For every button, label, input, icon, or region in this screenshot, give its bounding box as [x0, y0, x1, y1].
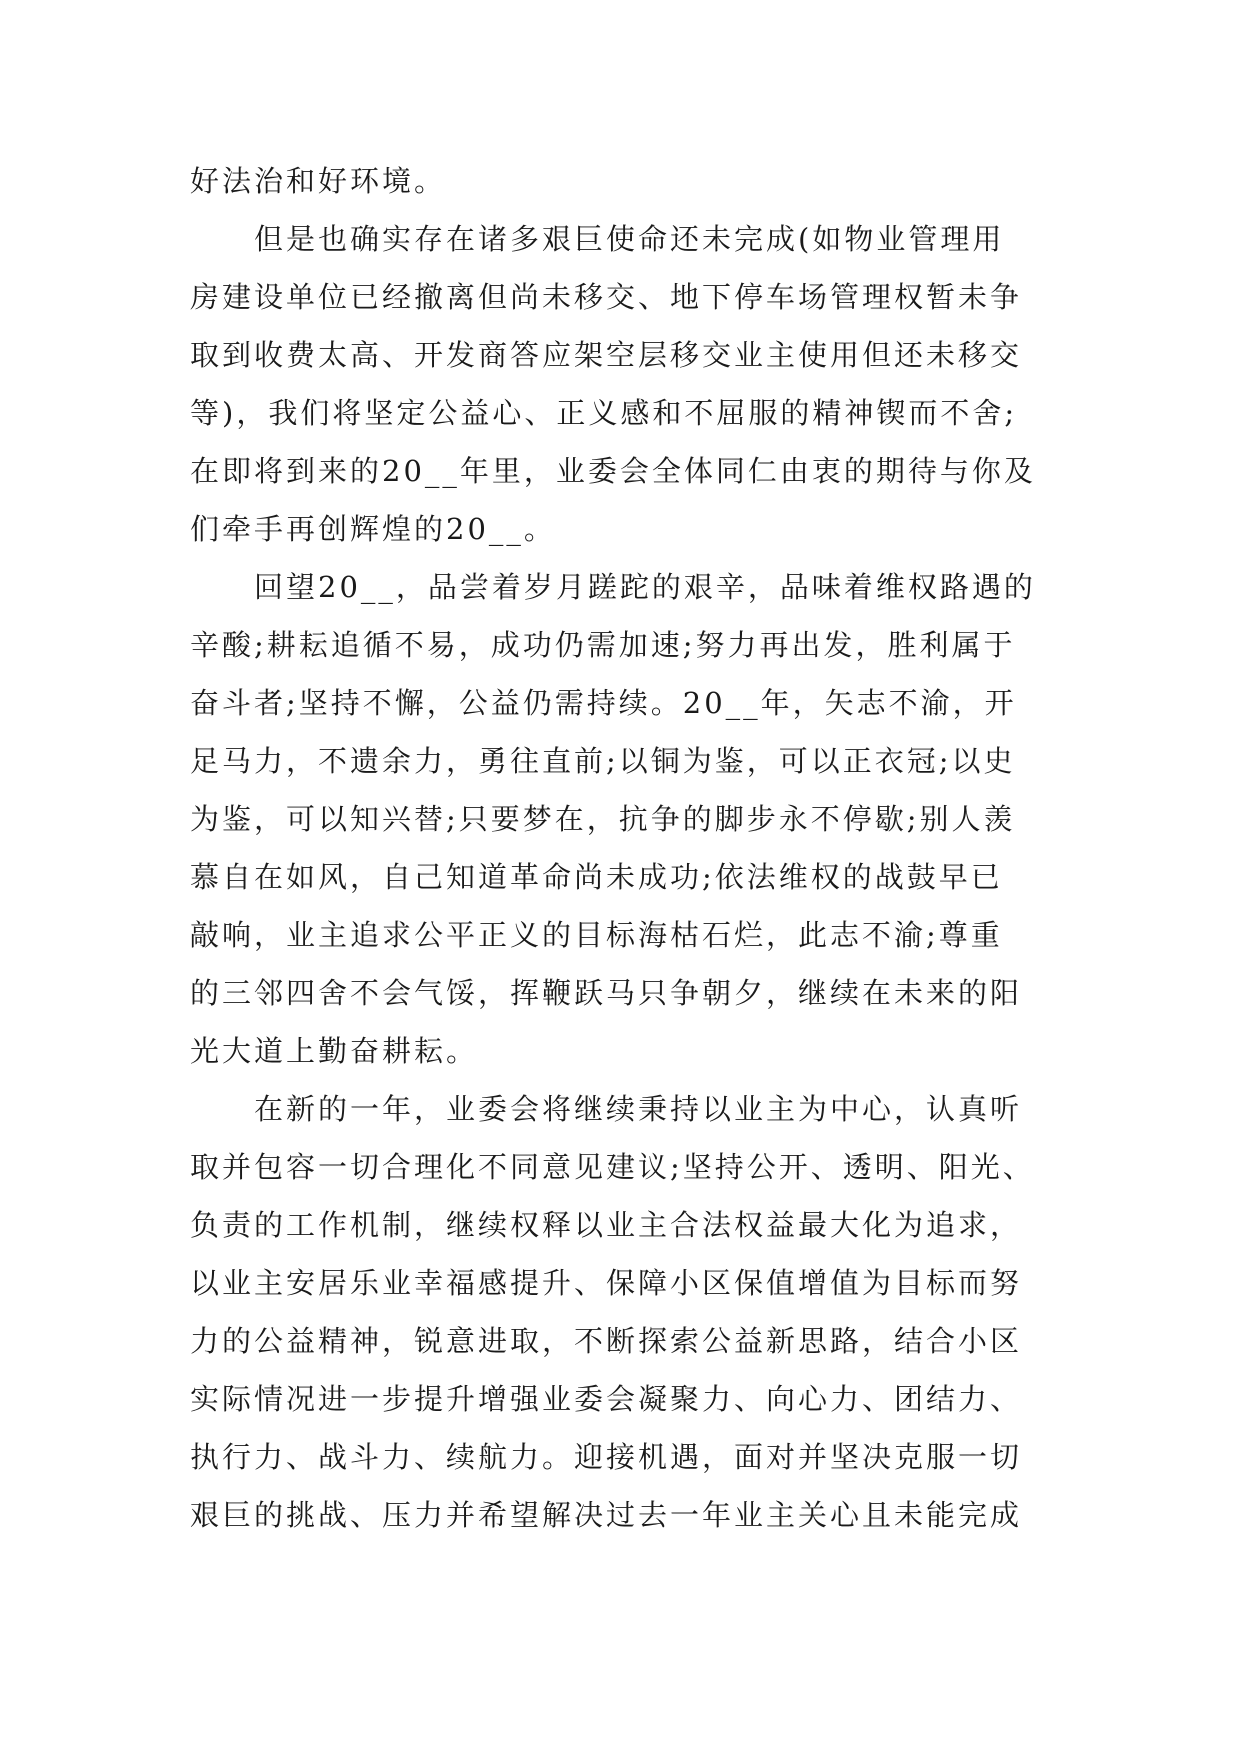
document-body: [190, 152, 1090, 1544]
text-line: 敲响，业主追求公平正义的目标海枯石烂，此志不渝;尊重: [190, 918, 1003, 952]
text-line: 房建设单位已经撤离但尚未移交、地下停车场管理权暂未争: [190, 280, 1023, 314]
text-line: 慕自在如风，自己知道革命尚未成功;依法维权的战鼓早已: [190, 860, 1003, 894]
text-line: 执行力、战斗力、续航力。迎接机遇，面对并坚决克服一切: [190, 1440, 1023, 1474]
text-line: 负责的工作机制，继续权释以业主合法权益最大化为追求，: [190, 1208, 1023, 1242]
text-line: 等)，我们将坚定公益心、正义感和不屈服的精神锲而不舍;: [190, 396, 1018, 430]
text-line: 艰巨的挑战、压力并希望解决过去一年业主关心且未能完成: [190, 1498, 1023, 1532]
text-line: 为鉴，可以知兴替;只要梦在，抗争的脚步永不停歇;别人羡: [190, 802, 1016, 836]
text-line: 但是也确实存在诸多艰巨使命还未完成(如物业管理用: [190, 222, 1005, 256]
text-line: 的三邻四舍不会气馁，挥鞭跃马只争朝夕，继续在未来的阳: [190, 976, 1023, 1010]
text-line: 光大道上勤奋耕耘。: [190, 1034, 479, 1068]
text-line: 取并包容一切合理化不同意见建议;坚持公开、透明、阳光、: [190, 1150, 1035, 1184]
text-line: 以业主安居乐业幸福感提升、保障小区保值增值为目标而努: [190, 1266, 1023, 1300]
text-line: 奋斗者;坚持不懈，公益仍需持续。20__年，矢志不渝，开: [190, 686, 1017, 720]
text-line: 取到收费太高、开发商答应架空层移交业主使用但还未移交: [190, 338, 1023, 372]
text-line: 足马力，不遗余力，勇往直前;以铜为鉴，可以正衣冠;以史: [190, 744, 1016, 778]
text-line: 们牵手再创辉煌的20__。: [190, 512, 556, 546]
text-line: 在即将到来的20__年里，业委会全体同仁由衷的期待与你及: [190, 454, 1036, 488]
text-line: 在新的一年，业委会将继续秉持以业主为中心，认真听: [190, 1092, 1023, 1126]
text-line: 好法治和好环境。: [190, 164, 447, 198]
text-line: 力的公益精神，锐意进取，不断探索公益新思路，结合小区: [190, 1324, 1023, 1358]
text-line: 回望20__，品尝着岁月蹉跎的艰辛，品味着维权路遇的: [190, 570, 1036, 604]
text-line: 辛酸;耕耘追循不易，成功仍需加速;努力再出发，胜利属于: [190, 628, 1016, 662]
text-line: 实际情况进一步提升增强业委会凝聚力、向心力、团结力、: [190, 1382, 1023, 1416]
